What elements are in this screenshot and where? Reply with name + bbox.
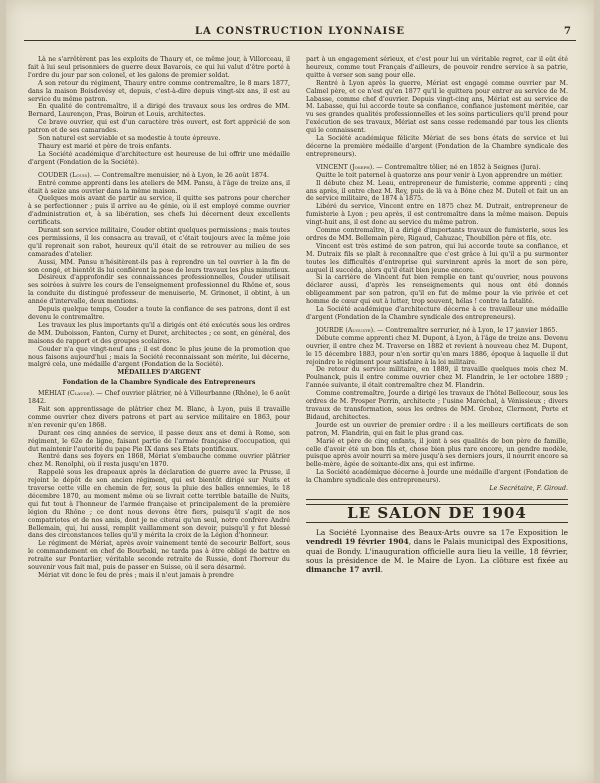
paragraph: La Société académique d'architecture est heureuse de lui offrir une médaille d'argent (Fondation de la Société). [28,150,290,166]
paragraph: Rentré dans ses foyers en 1868, Mériat s'embauche comme ouvrier plâtrier chez M. Renolphi, où il resta jusqu'en 1870. [28,453,290,469]
paragraph: Quitte le toit paternel à quatorze ans pour venir à Lyon apprendre un métier. [316,171,563,179]
laureate-name: JOURDE (Auguste). [316,326,376,334]
paragraph: La Société académique félicite Mériat de ses bons états de service et lui décerne la première médaille d'argent (Fondation de la Chambre syndicale des entrepreneurs). [306,135,568,158]
opening-date: vendredi 19 février 1904 [306,537,409,547]
paragraph: Il débute chez M. Leau, entrepreneur de fumisterie, comme apprenti ; cinq ans après, il entre chez M. Rey, puis de là va à Bône chez M. Dutell et fait un an de service militaire, de 1874 à 1875. [306,179,568,203]
paragraph: Comme contremaître, Jourde a dirigé les travaux de l'hôtel Bellecour, sous les ordres de M. Prosper Perrin, architecte ; l'usine Maréchal, à Vénissieux ; divers travaux de transformation, sous les ordres de MM. Groboz, Clermont, Porte et Bidaud, architectes. [306,390,568,421]
paragraph: Désireux d'approfondir ses connaissances professionnelles, Couder utilisait ses soirées à suivre les cours de l'enseignement professionnel du Rhône et, sous la conduite du distingué professeur de menuiserie, M. Grinonet, il obtint, à un année d'intervalle, deux mentions. [28,274,290,306]
paragraph: Aussi, MM. Pansu n'hésitèrent-ils pas à reprendre un tel ouvrier à la fin de son congé, et bientôt ils lui confièrent la pose de leurs travaux les plus minutieux. [28,258,290,274]
paragraph: Si la carrière de Vincent fut bien remplie en tant qu'ouvrier, nous pouvons déclarer aussi, d'après les renseignements qui nous ont été donnés obligeamment par son patron, qu'il en fut de même pour la vie privée et cet homme de cœur qui eut à lutter, trop souvent, hélas ! contre la fatalité. [306,274,568,306]
paragraph: Thaury est marié et père de trois enfants. [38,142,172,150]
paragraph: Marié et père de cinq enfants, il joint à ses qualités de bon père de famille, celle d'avoir été un bon fils et, chose bien plus rare encore, un gendre modèle, puisque après avoir nourri sa mère jusqu'à ses derniers jours, il nourrit encore sa belle-mère, âgée de soixante-dix ans, qui est infirme. [306,437,568,469]
paragraph: Libéré du service, Vincent entre en 1875 chez M. Dutrait, entrepreneur de fumisterie à Lyon ; peu après, il est contremaître dans la même maison. Depuis vingt-huit ans, il est donc au service du même patron. [306,203,568,227]
paragraph: Rappelé sous les drapeaux après la déclaration de guerre avec la Prusse, il rejoint le dépôt de son ancien régiment, qui est bientôt dirigé sur Nuits et traverse cette ville en chemin de fer, sous la pluie des balles ennemies, le 18 décembre 1870, au moment même où se livrait cette terrible bataille de Nuits, qui fut tout à l'honneur de l'armée française et principalement de la première légion du Rhône ; ce dont nous devons être fiers, puisqu'il s'agit de nos compatriotes et de nos amis, dont je ne citerai qu'un seul, notre confrère André Bellemain, qui, lui aussi, remplit vaillamment son devoir, puisqu'il y fut blessé dans des circonstances telles qu'il y mérita la croix de la Légion d'honneur. [28,469,290,540]
paragraph: Durant son service militaire, Couder obtint quelques permissions ; mais toutes ces permissions, il les consacra au travail, et c'était toujours avec la même joie qu'il reprenait son rabot, heureux qu'il était de se retrouver au milieu de ses camarades d'atelier. [28,227,290,258]
paragraph: Couder n'a que vingt-neuf ans ; il est donc le plus jeune de la promotion que nous faisons aujourd'hui ; mais la Société reconnaissant son mérite, lui décerne, malgré cela, une médaille d'argent (Fondation de la Société). [28,345,290,369]
laureate-entry: COUDER (Louis). — Contremaître menuisier, né à Lyon, le 26 août 1874. [38,171,270,179]
paragraph: Ce brave ouvrier, qui est d'un caractère très ouvert, est fort apprécié de son patron et de ses camarades. [28,119,290,135]
salon-announcement [306,528,568,575]
paragraph: Jourde est un ouvrier de premier ordre : il a les meilleurs certificats de son patron, M. Flandrin, qui en fait le plus grand cas. [306,421,568,437]
paragraph: Durant ces cinq années de service, il passe deux ans et demi à Rome, son régiment, le 62e de ligne, faisant partie de l'armée française d'occupation, qui dut maintenir l'autorité du pape Pie IX dans ses Etats pontificaux. [28,429,290,453]
paragraph: Vincent est très estimé de son patron, qui lui accorde toute sa confiance, et M. Dutraix fils se plaît à reconnaître que c'est grâce à lui qu'il a pu surmonter toutes les difficultés d'entreprise qui survinrent après la mort de son père, auquel il succéda, alors qu'il était bien jeune encore. [306,242,568,274]
right-column [306,56,568,575]
closing-date: dimanche 17 avril [306,565,381,575]
section-heading: MÉDAILLES D'ARGENT [117,369,201,377]
laureate-name: COUDER (Louis). [38,171,92,179]
divider [306,499,568,500]
section-subheading: Fondation de la Chambre Syndicale des Entrepreneurs [62,379,256,387]
publication-title: LA CONSTRUCTION LYONNAISE [195,26,405,37]
paragraph: Comme contremaître, il a dirigé d'importants travaux de fumisterie, sous les ordres de MM. Bellemain père, Rigaud, Cahuzac, Thoubillon père et fils, etc. [306,227,568,242]
paragraph: Rentré à Lyon après la guerre, Mériat est engagé comme ouvrier par M. Calmel père, et ce n'est qu'en 1877 qu'il le quittera pour entrer au service de M. Labasse, comme chef d'ouvrier. Depuis vingt-cinq ans, Mériat est au service de M. Labasse, qui lui accorde toute sa confiance, confiance justement méritée, car vu ses grandes qualités professionnelles et les soins particuliers qu'il prend pour l'exécution de ses travaux, Mériat est sans cesse redemandé par tous les clients qui le connaissent. [306,79,568,135]
paragraph: Quelques mois avant de partir au service, il quitte ses patrons pour chercher à se perfectionner ; puis il arrive au 4e génie, où il est employé comme ouvrier d'administration et, à sa libération, ses chefs lui décernent deux excellents certificats. [28,195,290,227]
secretary-signature: Le Secrétaire, F. Giroud. [489,485,568,493]
salon-paragraph: La Société Lyonnaise des Beaux-Arts ouvre sa 17e Exposition le vendredi 19 février 1904, dans le Palais municipal des Expositions, quai de Bondy. L'inauguration officielle aura lieu la veille, 18 février, sous la présidence de M. le Maire de Lyon. La clôture est fixée au dimanche 17 avril. [306,527,568,575]
paragraph: Entré comme apprenti dans les ateliers de MM. Pansu, à l'âge de treize ans, il était à seize ans ouvrier dans la même maison. [28,179,290,195]
running-header [24,26,576,41]
left-column [28,56,290,580]
laureate-name: VINCENT (Joseph). [316,163,375,171]
laureate-entry: VINCENT (Joseph). — Contremaître tôlier, né en 1852 à Seignes (Jura). [316,163,541,171]
laureate-entry: MÉHIAT (Claude). — Chef ouvrier plâtrier, né à Villeurbanne (Rhône), le 6 août 1842. [28,390,290,406]
paragraph: Mériat vit donc le feu de près ; mais il n'eut jamais à prendre [38,572,234,579]
paragraph: Depuis quelque temps, Couder a toute la confiance de ses patrons, dont il est devenu le contremaître. [28,306,290,321]
paragraph: En qualité de contremaître, il a dirigé des travaux sous les ordres de MM. Bernard, Laurençon, Pras, Boirun et Louis, architectes. [28,103,290,119]
paragraph: Fait son apprentissage de plâtrier chez M. Blanc, à Lyon, puis il travaille comme ouvrier chez divers patrons et part au service militaire en 1863, pour n'en revenir qu'en 1868. [28,405,290,429]
paragraph: La Société académique décerne à Jourde une médaille d'argent (Fondation de la Chambre syndicale des entrepreneurs). [306,469,568,485]
newspaper-page [6,0,594,783]
laureate-name: MÉHIAT (Claude). [38,390,95,398]
paragraph: Son naturel est serviable et sa modestie à toute épreuve. [38,135,221,143]
paragraph: A son retour du régiment, Thaury entre comme contremaître, le 8 mars 1877, dans la maison Boisdevésy et, depuis, c'est-à-dire depuis vingt-six ans, il est au service du même patron. [28,79,290,103]
salon-heading: LE SALON DE 1904 [306,504,568,523]
paragraph: De retour du service militaire, en 1889, il travaille quelques mois chez M. Poulnanck, puis il entre comme ouvrier chez M. Flandrin, le 1er octobre 1889 ; l'année suivante, il était contremaître chez M. Flandrin. [306,366,568,390]
page-number: 7 [564,26,572,37]
paragraph: Les travaux les plus importants qu'il a dirigés ont été exécutés sous les ordres de MM. Duboisson, Fanton, Curny et Duret, architectes ; ce sont, en général, des maisons de rapport et des groupes scolaires. [28,321,290,345]
paragraph: part à un engagement sérieux, et c'est pour lui un véritable regret, car il eût été heureux, comme tout Français d'ailleurs, de pouvoir rendre service à sa patrie, quitte à verser son sang pour elle. [306,56,568,79]
paragraph: Débute comme apprenti chez M. Dupont, à Lyon, à l'âge de treize ans. Devenu ouvrier, il entre chez M. Traverse en 1882 et revient à nouveau chez M. Dupont, le 15 décembre 1883, pour n'en sortir qu'en mars 1886, époque à laquelle il dut rejoindre le régiment pour satisfaire à la loi militaire. [306,334,568,366]
paragraph: La Société académique d'architecture décerne à ce travailleur une médaille d'argent (Fondation de la Chambre syndicale des entrepreneurs). [306,306,568,321]
paragraph: Le régiment de Mériat, après avoir vainement tenté de secourir Belfort, sous le commandement en chef de Bourbaki, ne tarda pas à être obligé de battre en retraite sur Pontarlier, véritable seconde retraite de Russie, dont l'horreur du souvenir vous fait mal, puis de passer en Suisse, où il sera désarmé. [28,540,290,572]
laureate-entry: JOURDE (Auguste). — Contremaître serrurier, né à Lyon, le 17 janvier 1865. [316,326,558,334]
paragraph: Là ne s'arrêtèrent pas les exploits de Thaury et, ce même jour, à Villorceau, il fait à lui seul prisonniers de guerre deux Bavarois, ce qui lui valut d'être porté à l'ordre du jour par son colonel, et les galons de premier soldat. [28,56,290,79]
